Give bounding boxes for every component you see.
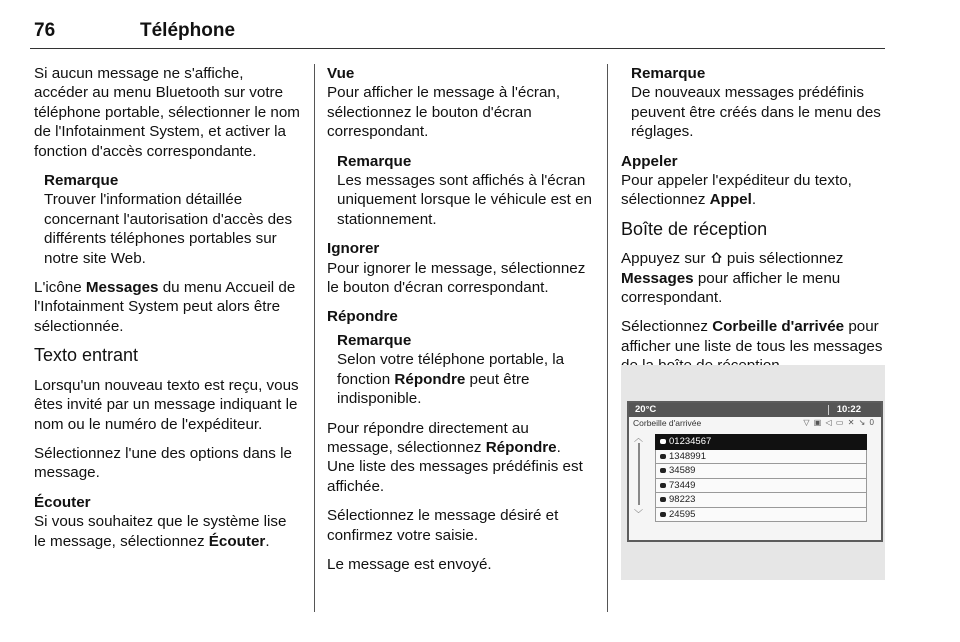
paragraph: Sélectionnez Corbeille d'arrivée pour afficher une liste de tous les messages bbox=[621, 318, 883, 355]
message-icon bbox=[660, 483, 666, 488]
page-title: Téléphone bbox=[140, 20, 236, 41]
scrollbar[interactable] bbox=[638, 443, 640, 505]
note-box bbox=[34, 171, 300, 268]
note-label: Remarque bbox=[631, 65, 706, 82]
status-icons: ▽ ▣ ◁ ▭ ✕ ↘ 0 bbox=[803, 418, 875, 427]
paragraph: Vue Pour afficher le message à l'écran, sélectionnez le bouton d'écran correspondant. bbox=[327, 64, 592, 142]
temperature-readout: 20°C bbox=[635, 404, 657, 415]
status-bar bbox=[629, 403, 881, 417]
note-box: Remarque Selon votre téléphone portable, la fonction Répondre peut être indisponible. bbox=[327, 331, 592, 409]
subheading: Vue bbox=[327, 65, 355, 82]
paragraph bbox=[327, 307, 592, 326]
column-divider bbox=[607, 64, 608, 612]
paragraph: Sélectionnez l'une des options dans le message. bbox=[34, 444, 292, 482]
note-text: De nouveaux messages prédéfinis peuvent être créés dans le menu des réglages. bbox=[631, 84, 881, 141]
chevron-down-icon[interactable]: ﹀ bbox=[634, 509, 644, 519]
ui-term: Messages bbox=[621, 269, 694, 287]
divider bbox=[828, 405, 829, 415]
note-box bbox=[327, 152, 592, 230]
ui-term: Répondre bbox=[485, 438, 557, 456]
chevron-up-icon[interactable]: ︿ bbox=[634, 433, 644, 443]
column-1 bbox=[34, 64, 300, 561]
screen-title: Corbeille d'arrivée bbox=[633, 418, 702, 428]
message-icon bbox=[660, 439, 666, 444]
note-text: Trouver l'information détaillée concernant l'autorisation d'accès des différents téléphones portables sur notre site Web. bbox=[44, 191, 293, 267]
message-sender: 98223 bbox=[669, 494, 696, 505]
list-item[interactable] bbox=[655, 450, 867, 465]
subheading: Appeler bbox=[621, 152, 678, 170]
list-item[interactable] bbox=[655, 464, 867, 479]
column-2 bbox=[327, 64, 592, 584]
paragraph: L'icône Messages du menu Accueil de l'Infotainment System peut alors être sélectionnée. bbox=[34, 279, 296, 335]
note-label: Remarque bbox=[337, 331, 412, 349]
note-box bbox=[621, 64, 887, 142]
infotainment-screenshot bbox=[621, 365, 885, 580]
paragraph: Appuyez sur puis sélectionnez Messages pour afficher le menu correspondant. bbox=[621, 250, 844, 307]
page-number: 76 bbox=[34, 20, 56, 41]
infotainment-screen bbox=[627, 401, 883, 542]
message-sender: 01234567 bbox=[669, 436, 712, 447]
subheading: Écouter bbox=[34, 493, 91, 511]
paragraph: Le message est envoyé. bbox=[327, 555, 492, 573]
column-3 bbox=[621, 64, 887, 386]
list-item[interactable] bbox=[655, 434, 867, 450]
paragraph: Si aucun message ne s'affiche, accéder au menu Bluetooth sur votre téléphone portable, sélectionner le nom de l'Infotainment System, et activer la fonction d'accès correspondante. bbox=[34, 65, 300, 160]
section-heading: Texto entrant bbox=[34, 345, 139, 366]
message-sender: 34589 bbox=[669, 465, 696, 476]
paragraph: Ignorer Pour ignorer le message, sélectionnez le bouton d'écran correspondant. bbox=[327, 239, 592, 297]
paragraph: Appeler Pour appeler l'expéditeur du texto, sélectionnez Appel. bbox=[621, 152, 887, 210]
note-label: Remarque bbox=[337, 152, 412, 170]
message-sender: 24595 bbox=[669, 508, 696, 520]
ui-term: Répondre bbox=[394, 370, 466, 388]
message-icon bbox=[660, 468, 666, 473]
ui-term: Appel bbox=[709, 191, 752, 209]
column-divider bbox=[314, 64, 315, 612]
paragraph: Pour répondre directement au message, sélectionnez Répondre. Une liste des messages prédéfinis est affichée. bbox=[327, 419, 583, 495]
note-label: Remarque bbox=[44, 172, 119, 190]
note-text: Les messages sont affichés à l'écran uniquement lorsque le véhicule est en stationnement. bbox=[337, 172, 592, 228]
message-sender: 73449 bbox=[669, 479, 696, 491]
paragraph: Sélectionnez le message désiré et confirmez votre saisie. bbox=[327, 507, 559, 544]
subheading: Répondre bbox=[327, 308, 398, 326]
list-item[interactable] bbox=[655, 493, 867, 508]
home-icon bbox=[710, 251, 723, 264]
subheading: Ignorer bbox=[327, 240, 380, 258]
message-list bbox=[655, 434, 867, 522]
ui-term: Corbeille d'arrivée bbox=[712, 318, 845, 336]
clock: 10:22 bbox=[836, 404, 861, 415]
paragraph: Écouter Si vous souhaitez que le système lise le message, sélectionnez Écouter. bbox=[34, 493, 300, 551]
list-item[interactable] bbox=[655, 479, 867, 494]
message-icon bbox=[660, 512, 666, 517]
message-icon bbox=[660, 497, 666, 502]
list-item[interactable] bbox=[655, 508, 867, 523]
page-header bbox=[30, 14, 885, 49]
paragraph: Lorsqu'un nouveau texto est reçu, vous êtes invité par un message indiquant le nom ou le numéro de l'expéditeur. bbox=[34, 376, 299, 433]
section-heading: Boîte de réception bbox=[621, 218, 768, 239]
ui-term: Écouter bbox=[208, 532, 266, 550]
screen-header bbox=[629, 417, 881, 429]
ui-term: Messages bbox=[85, 279, 159, 297]
message-sender: 1348991 bbox=[669, 450, 706, 462]
message-icon bbox=[660, 454, 666, 459]
